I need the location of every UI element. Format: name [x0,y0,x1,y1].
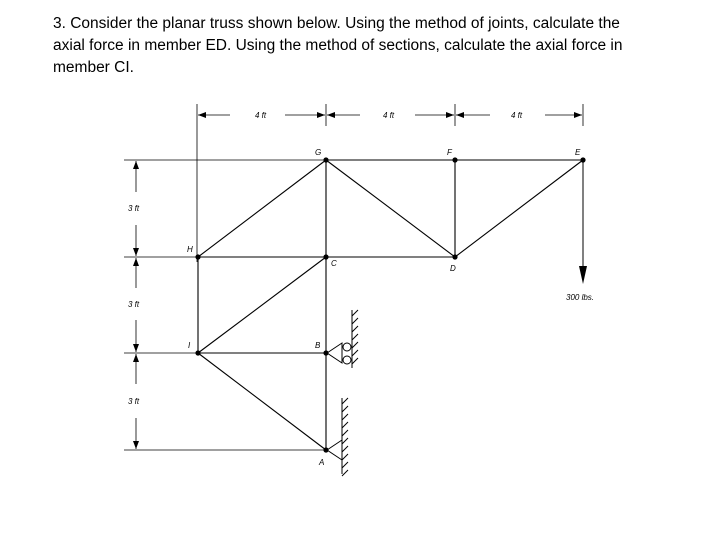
question-line-2: axial force in member ED. Using the method of sections, calculate the axial force in [53,37,623,54]
label-H: H [187,245,193,254]
member-GD [326,160,455,257]
pin-support [327,398,348,476]
label-A: A [319,458,325,467]
dim-left-2: 3 ft [128,300,140,309]
label-I: I [188,341,191,350]
label-F: F [447,148,452,157]
joint-B [323,350,328,355]
joint-F [452,157,457,162]
load-arrow [579,160,587,284]
top-dimensions [197,104,583,262]
joint-I [195,350,200,355]
dim-top-2: 4 ft [383,111,395,120]
label-E: E [575,148,581,157]
dim-top-1: 4 ft [255,111,267,120]
joint-G [323,157,328,162]
member-IA [198,353,326,450]
label-G: G [315,148,322,157]
dim-left-3: 3 ft [128,397,140,406]
dim-left-1: 3 ft [128,204,140,213]
member-HG [198,160,326,257]
member-IC [198,257,326,353]
question-line-3: member CI. [53,59,134,76]
joint-H [195,254,200,259]
label-D: D [450,264,456,273]
roller-support [327,310,358,368]
label-C: C [331,259,337,268]
load-label: 300 lbs. [566,293,595,302]
joint-D [452,254,457,259]
label-B: B [315,341,321,350]
joint-dots [195,157,585,452]
joint-C [323,254,328,259]
member-DE [455,160,583,257]
joint-A [323,447,328,452]
left-dimensions [124,160,328,450]
question-line-1: 3. Consider the planar truss shown below. Using the method of joints, calculate the [53,15,620,32]
dim-top-3: 4 ft [511,111,523,120]
truss-members [198,160,583,450]
joint-E [580,157,585,162]
